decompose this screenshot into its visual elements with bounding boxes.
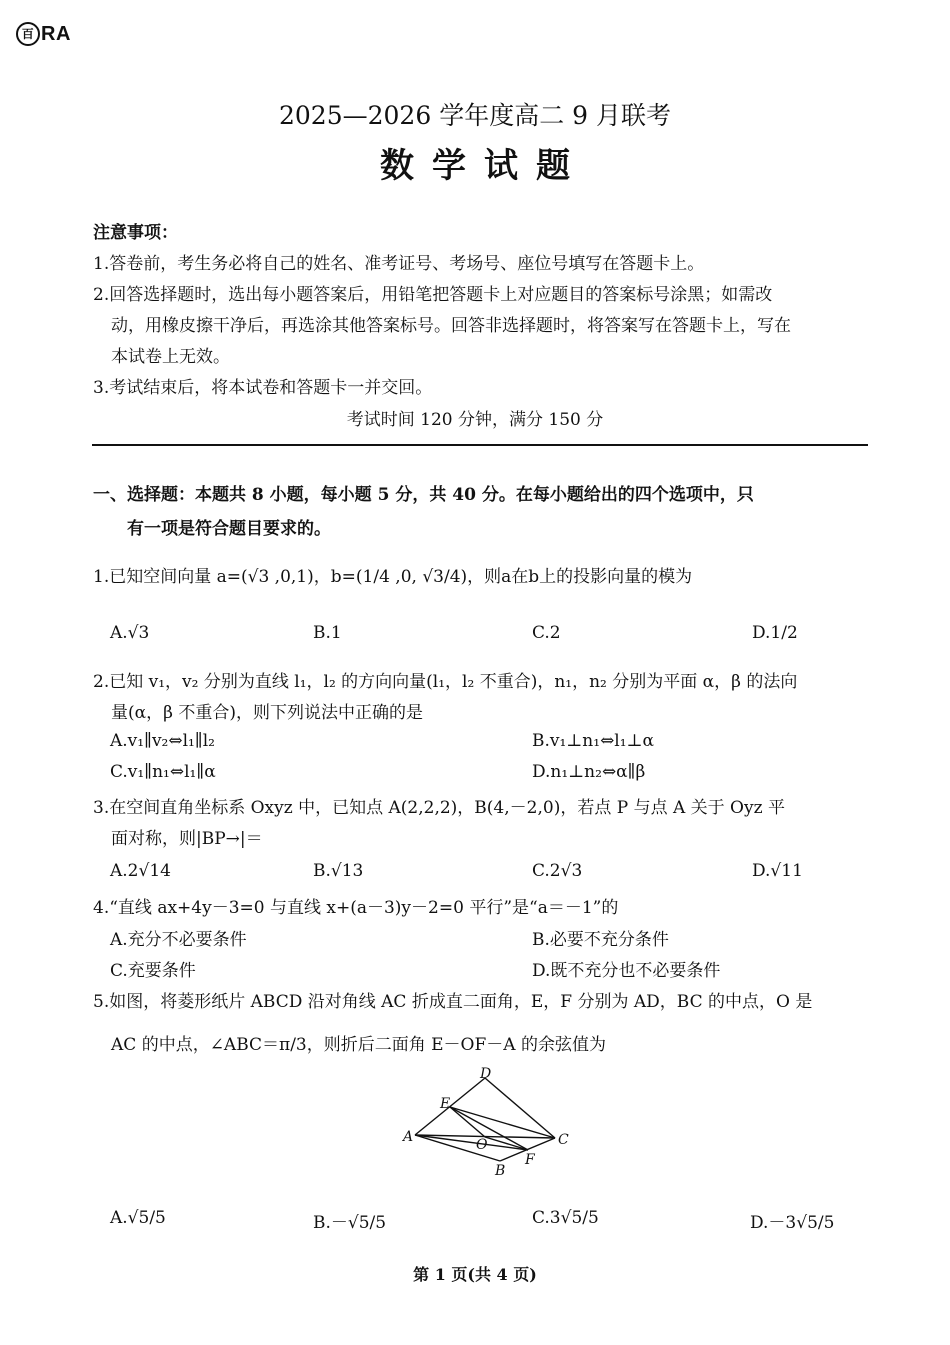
q2-option-a: A.v₁∥v₂⇔l₁∥l₂: [110, 731, 215, 751]
q5-stem-line-2: AC 的中点，∠ABC＝π/3，则折后二面角 E－OF－A 的余弦值为: [111, 1035, 606, 1055]
q5-option-c: C.3√5/5: [532, 1208, 599, 1228]
q5-option-d: D.－3√5/5: [750, 1213, 835, 1233]
q1-stem-part-a: 1.已知空间向量 a=(√3 ,0,1)，b=: [93, 567, 356, 587]
section-1-heading-line-1: 一、选择题：本题共 8 小题，每小题 5 分，共 40 分。在每小题给出的四个选项中，只: [93, 485, 754, 505]
q4-option-c: C.充要条件: [110, 961, 196, 981]
label-A: A: [403, 1129, 414, 1145]
q5-option-a: A.√5/5: [110, 1208, 166, 1228]
label-F: F: [525, 1152, 535, 1168]
q2-stem-line-1: 2.已知 v₁，v₂ 分别为直线 l₁，l₂ 的方向向量(l₁，l₂ 不重合)，n₁，n₂ 分别为平面 α，β 的法向: [93, 672, 798, 692]
exam-title: 2025—2026 学年度高二 9 月联考: [279, 101, 671, 130]
logo: 百 RA: [16, 22, 71, 46]
q1-stem: [93, 562, 692, 587]
notice-item-2-line-2: 动，用橡皮擦干净后，再选涂其他答案标号。回答非选择题时，将答案写在答题卡上，写在: [111, 316, 791, 336]
q1-option-c: C.2: [532, 623, 561, 643]
label-O: O: [476, 1137, 488, 1153]
logo-seal-icon: 百: [16, 22, 40, 46]
edge-DC: [485, 1078, 555, 1138]
q3-option-b: B.√13: [313, 861, 364, 881]
page-number: 第 1 页(共 4 页): [413, 1265, 537, 1284]
q5-stem-line-1: 5.如图，将菱形纸片 ABCD 沿对角线 AC 折成直二面角，E，F 分别为 AD，BC 的中点，O 是: [93, 992, 813, 1012]
q3-option-c: C.2√3: [532, 861, 583, 881]
q4-option-d: D.既不充分也不必要条件: [532, 961, 721, 981]
q1-vector-b: (1/4 ,0, √3/4): [355, 567, 468, 587]
q2-option-c: C.v₁∥n₁⇔l₁∥α: [110, 762, 216, 782]
section-1-heading-line-2: 有一项是符合题目要求的。: [127, 519, 331, 539]
divider: [92, 444, 868, 446]
label-B: B: [495, 1163, 506, 1178]
label-C: C: [558, 1132, 569, 1148]
notice-item-2-line-1: 2.回答选择题时，选出每小题答案后，用铅笔把答题卡上对应题目的答案标号涂黑；如需改: [93, 285, 773, 305]
label-D: D: [480, 1066, 492, 1082]
notice-item-3: 3.考试结束后，将本试卷和答题卡一并交回。: [93, 378, 433, 398]
q2-stem-line-2: 量(α，β 不重合)，则下列说法中正确的是: [111, 703, 423, 723]
notice-item-1: 1.答卷前，考生务必将自己的姓名、准考证号、考场号、座位号填写在答题卡上。: [93, 254, 705, 274]
q4-stem: 4.“直线 ax+4y－3=0 与直线 x+(a－3)y－2=0 平行”是“a＝－1”的: [93, 898, 619, 918]
label-E: E: [440, 1096, 451, 1112]
q3-stem-line-2: 面对称，则|BP→|＝: [111, 829, 263, 849]
q3-option-a: A.2√14: [110, 861, 171, 881]
q2-option-b: B.v₁⊥n₁⇔l₁⊥α: [532, 731, 655, 751]
q5-figure: [400, 1066, 580, 1178]
q4-option-a: A.充分不必要条件: [110, 930, 247, 950]
notice-heading: 注意事项：: [93, 223, 178, 243]
segment-EC: [450, 1107, 555, 1138]
q1-option-d: D.1/2: [752, 623, 798, 643]
segment-OF: [485, 1137, 528, 1150]
q1-stem-part-c: ，则a在b上的投影向量的模为: [467, 567, 693, 587]
segment-EF: [450, 1107, 528, 1150]
q5-option-b: B.－√5/5: [313, 1213, 387, 1233]
q1-option-a: A.√3: [110, 623, 150, 643]
q4-option-b: B.必要不充分条件: [532, 930, 669, 950]
q2-option-d: D.n₁⊥n₂⇔α∥β: [532, 762, 646, 782]
subject-title: 数学试题: [380, 146, 588, 186]
q3-stem-line-1: 3.在空间直角坐标系 Oxyz 中，已知点 A(2,2,2)，B(4,－2,0)，若点 P 与点 A 关于 Oyz 平: [93, 798, 785, 818]
q3-option-d: D.√11: [752, 861, 803, 881]
exam-time: 考试时间 120 分钟，满分 150 分: [346, 410, 604, 430]
q1-option-b: B.1: [313, 623, 342, 643]
notice-item-2-line-3: 本试卷上无效。: [111, 347, 230, 367]
